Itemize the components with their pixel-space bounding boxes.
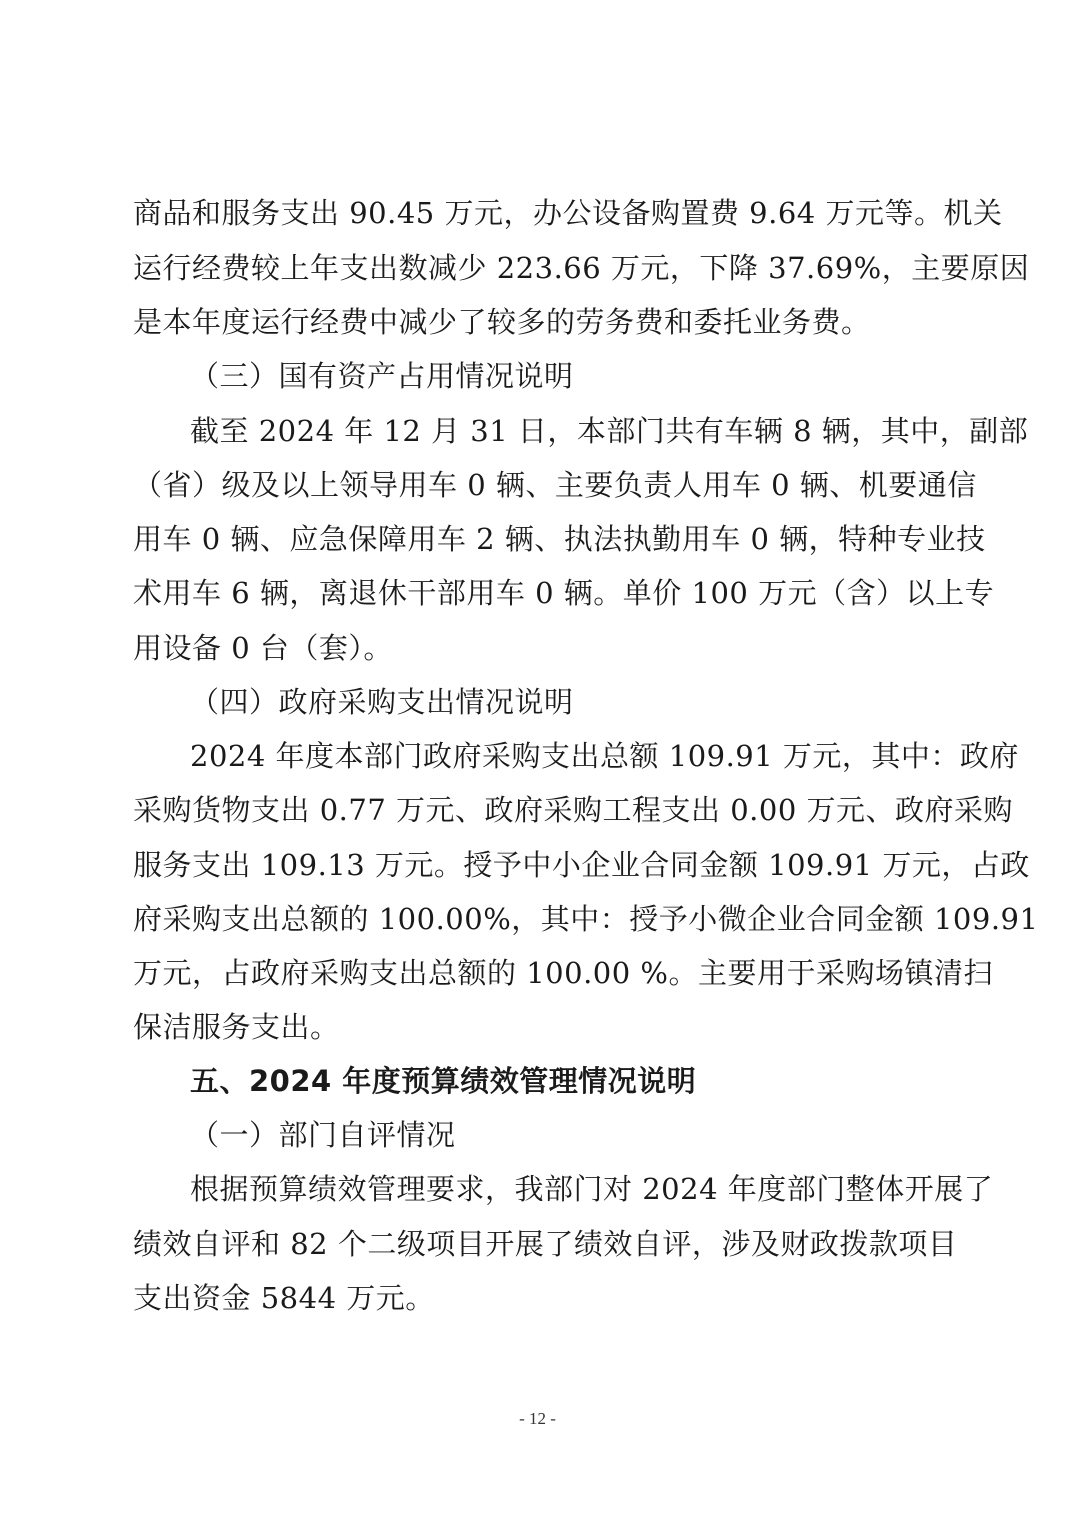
paragraph-line: 服务支出 109.13 万元。授予中小企业合同金额 109.91 万元，占政 (133, 848, 1030, 882)
paragraph-line: 术用车 6 辆，离退休干部用车 0 辆。单价 100 万元（含）以上专 (133, 576, 995, 610)
paragraph-line: （省）级及以上领导用车 0 辆、主要负责人用车 0 辆、机要通信 (133, 468, 977, 502)
paragraph-line: 根据预算绩效管理要求，我部门对 2024 年度部门整体开展了 (190, 1172, 994, 1206)
section-heading: （四）政府采购支出情况说明 (190, 685, 574, 719)
paragraph-line: 2024 年度本部门政府采购支出总额 109.91 万元，其中：政府 (190, 739, 1019, 773)
section-heading: （三）国有资产占用情况说明 (190, 359, 574, 393)
paragraph-line: 采购货物支出 0.77 万元、政府采购工程支出 0.00 万元、政府采购 (133, 793, 1014, 827)
section-heading: （一）部门自评情况 (190, 1118, 456, 1152)
paragraph-line: 截至 2024 年 12 月 31 日，本部门共有车辆 8 辆，其中，副部 (190, 414, 1029, 448)
paragraph-line: 支出资金 5844 万元。 (133, 1281, 435, 1315)
paragraph-line: 用车 0 辆、应急保障用车 2 辆、执法执勤用车 0 辆，特种专业技 (133, 522, 986, 556)
paragraph-line: 用设备 0 台（套）。 (133, 631, 393, 665)
chapter-heading: 五、2024 年度预算绩效管理情况说明 (190, 1064, 697, 1098)
paragraph-line: 商品和服务支出 90.45 万元，办公设备购置费 9.64 万元等。机关 (133, 196, 1003, 230)
paragraph-line: 府采购支出总额的 100.00%，其中：授予小微企业合同金额 109.91 (133, 902, 1039, 936)
paragraph-line: 万元，占政府采购支出总额的 100.00 %。主要用于采购场镇清扫 (133, 956, 993, 990)
page-number: - 12 - (519, 1409, 556, 1428)
paragraph-line: 是本年度运行经费中减少了较多的劳务费和委托业务费。 (133, 305, 871, 339)
paragraph-line: 绩效自评和 82 个二级项目开展了绩效自评，涉及财政拨款项目 (133, 1227, 958, 1261)
paragraph-line: 运行经费较上年支出数减少 223.66 万元，下降 37.69%，主要原因 (133, 251, 1030, 285)
paragraph-line: 保洁服务支出。 (133, 1010, 340, 1044)
